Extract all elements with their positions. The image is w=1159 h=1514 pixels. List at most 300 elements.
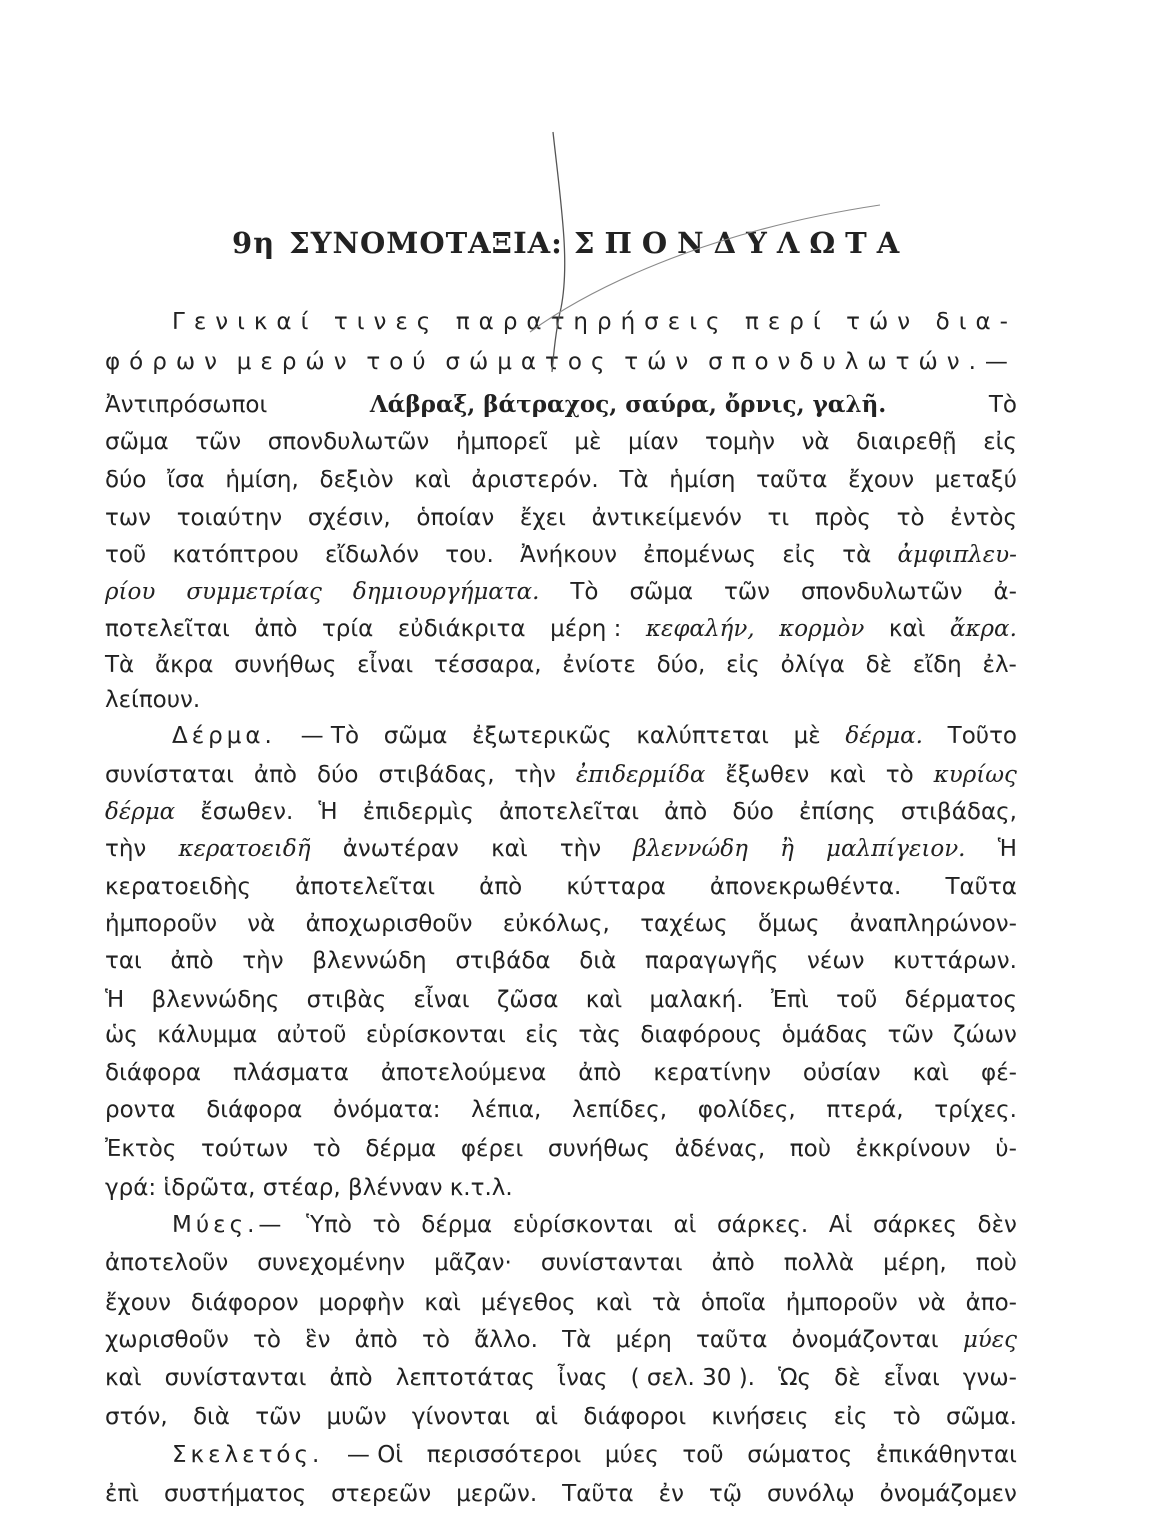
text-run: σάρκες bbox=[873, 1212, 957, 1238]
text-run: ( σελ. 30 ). bbox=[630, 1365, 755, 1391]
text-run: τὴν bbox=[105, 836, 147, 862]
text-run: δέρμα. bbox=[845, 723, 923, 749]
text-run: ἀδένας, bbox=[674, 1136, 766, 1162]
text-run: διάφορα bbox=[105, 1060, 202, 1086]
text-run: ἐπομένως bbox=[643, 542, 757, 568]
text-run: ἀποτελούμενα bbox=[380, 1060, 547, 1086]
text-run: καὶ bbox=[424, 1290, 461, 1316]
text-run: ἔσωθεν. bbox=[200, 799, 294, 825]
text-run: Μύες.— bbox=[172, 1212, 286, 1238]
text-run: ἀπὸ bbox=[354, 1327, 398, 1353]
text-run: ἀποτελεῖται bbox=[499, 799, 639, 825]
text-run: συνήθως bbox=[234, 652, 337, 678]
text-run: ὑ- bbox=[995, 1136, 1017, 1162]
text-run: ἄκρα bbox=[154, 652, 214, 678]
text-run: δὲ bbox=[865, 652, 893, 678]
text-run: ἀπὸ bbox=[664, 799, 708, 825]
text-run: εἰς bbox=[983, 429, 1017, 455]
text-run: σῶμα bbox=[383, 723, 448, 749]
text-run: διαφόρους bbox=[640, 1022, 763, 1048]
text-run: μίαν bbox=[628, 429, 679, 455]
text-run: εὑρίσκονται bbox=[365, 1022, 506, 1048]
text-run: φέρει bbox=[460, 1136, 524, 1162]
text-run: συνίστανται bbox=[540, 1250, 683, 1276]
text-run: δύο bbox=[105, 467, 147, 493]
text-run: ἐπιδερμὶς bbox=[362, 799, 474, 825]
text-run: ροντα bbox=[105, 1097, 176, 1123]
text-run: διὰ bbox=[579, 948, 617, 974]
text-run: δύο bbox=[732, 799, 774, 825]
text-run: τοῦ bbox=[105, 542, 147, 568]
text-run: ἄκρα. bbox=[949, 616, 1017, 642]
text-run: σώματος bbox=[445, 349, 614, 375]
text-run: ὀνόματα: bbox=[332, 1097, 441, 1123]
text-run: ζῶσα bbox=[496, 987, 559, 1013]
text-line bbox=[105, 1090, 1017, 1130]
text-run: ἓν bbox=[305, 1327, 331, 1353]
text-run: ἀπὸ bbox=[578, 1060, 622, 1086]
text-run: μερῶν. bbox=[456, 1481, 538, 1507]
text-run: μᾶζαν· bbox=[434, 1250, 512, 1276]
text-line bbox=[105, 829, 1017, 869]
text-run: ὅμως bbox=[758, 911, 820, 937]
text-run: Ἡ bbox=[997, 836, 1017, 862]
text-run: τοῦ bbox=[836, 987, 878, 1013]
text-line bbox=[105, 572, 1017, 612]
text-run: δέρμα bbox=[365, 1136, 437, 1162]
text-run: καὶ bbox=[912, 1060, 950, 1086]
text-run: αὐτοῦ bbox=[276, 1022, 347, 1048]
text-run: εὑρίσκονται bbox=[512, 1212, 653, 1238]
text-run: στιβάδας, bbox=[900, 799, 1017, 825]
text-run: νέων bbox=[807, 948, 865, 974]
text-run: λεπτοτάτας bbox=[395, 1365, 536, 1391]
text-run: ἀπὸ bbox=[170, 948, 214, 974]
text-run: συστήματος bbox=[164, 1481, 307, 1507]
text-run: τὴν bbox=[514, 762, 556, 788]
text-run: εἰς bbox=[525, 1022, 559, 1048]
text-line bbox=[172, 716, 1017, 756]
text-run: ἐξωτερικῶς bbox=[472, 723, 612, 749]
text-run: Ὑπὸ bbox=[306, 1212, 353, 1238]
text-run: τὸ bbox=[372, 1212, 401, 1238]
text-run: καὶ bbox=[595, 1290, 633, 1316]
text-run: τρία bbox=[321, 616, 374, 642]
text-run: ἔχουν bbox=[848, 467, 915, 493]
text-run: Τὸ bbox=[988, 392, 1017, 418]
text-run: ἐντὸς bbox=[950, 505, 1017, 531]
text-line bbox=[105, 460, 1017, 500]
text-run: τέσσαρα, bbox=[433, 652, 542, 678]
text-run: ἠμποροῦν bbox=[105, 911, 217, 937]
text-run: σπονδυλωτών.— bbox=[708, 349, 1017, 375]
text-run: ἐπικάθηνται bbox=[875, 1442, 1017, 1468]
text-run: μερών bbox=[236, 349, 356, 375]
text-run: ἠμπορεῖ bbox=[455, 429, 548, 455]
text-run: Ὡς bbox=[778, 1365, 812, 1391]
text-run: ἀπὸ bbox=[711, 1250, 755, 1276]
text-run: μεταξύ bbox=[934, 467, 1017, 493]
text-run: Ταῦτα bbox=[562, 1481, 634, 1507]
text-run: τὸ bbox=[421, 1327, 450, 1353]
text-run: εἴδη bbox=[912, 652, 962, 678]
text-run: ὀνομάζονται bbox=[791, 1327, 939, 1353]
text-run: μέρη bbox=[615, 1327, 672, 1353]
text-run: ἀποτελοῦν bbox=[105, 1250, 229, 1276]
text-run: Ἡ bbox=[318, 799, 338, 825]
text-run: αἱ bbox=[673, 1212, 697, 1238]
text-run: περισσότεροι bbox=[426, 1442, 582, 1468]
text-run: τὸ bbox=[885, 762, 914, 788]
text-run: ἀμφιπλευ- bbox=[897, 542, 1017, 568]
text-run: ἀπο- bbox=[965, 1290, 1017, 1316]
text-run: φολίδες, bbox=[697, 1097, 796, 1123]
text-run: μὲ bbox=[793, 723, 821, 749]
text-run: εὐκόλως, bbox=[502, 911, 610, 937]
text-run: ἀποχωρισθοῦν bbox=[305, 911, 473, 937]
text-run: παρατηρήσεις bbox=[455, 309, 729, 335]
text-run: μὲ bbox=[574, 429, 602, 455]
text-line bbox=[105, 1053, 1017, 1093]
text-run: εἶναι bbox=[883, 1365, 940, 1391]
text-run: ὁμάδας bbox=[781, 1022, 869, 1048]
text-run: ἡμίση bbox=[669, 467, 736, 493]
text-run: καλύπτεται bbox=[636, 723, 769, 749]
text-run: Δέρμα. bbox=[172, 723, 276, 749]
text-line bbox=[105, 792, 1017, 832]
text-run: μυῶν bbox=[326, 1404, 387, 1430]
text-run: κερατοειδῆ bbox=[178, 836, 311, 862]
text-run: — Οἱ bbox=[346, 1442, 404, 1468]
text-line bbox=[105, 645, 1017, 685]
text-run: Ἀντιπρόσωποι bbox=[105, 392, 268, 418]
text-run: τι bbox=[767, 505, 790, 531]
text-run: φόρων bbox=[105, 349, 226, 375]
text-run: πρὸς bbox=[814, 505, 871, 531]
text-run: εἶναι bbox=[413, 987, 470, 1013]
text-run: τρίχες. bbox=[934, 1097, 1017, 1123]
text-run: τών bbox=[624, 349, 698, 375]
text-run: διάφορα bbox=[206, 1097, 303, 1123]
text-run: λεπίδες, bbox=[572, 1097, 668, 1123]
text-run: τῶν bbox=[724, 579, 770, 605]
text-run: εἰς bbox=[782, 542, 817, 568]
text-line bbox=[105, 1129, 1017, 1169]
text-run: κύτταρα bbox=[566, 874, 666, 900]
text-run: ὁποῖα bbox=[700, 1290, 766, 1316]
text-line bbox=[105, 867, 1017, 907]
text-run: ποὺ bbox=[975, 1250, 1017, 1276]
text-run: τών bbox=[846, 309, 920, 335]
text-run: καὶ bbox=[888, 616, 926, 642]
text-run: ταῦτα bbox=[756, 467, 828, 493]
chapter-spaced-name: ΣΠΟΝΔΥΛΩΤΑ bbox=[573, 226, 910, 260]
text-run: τὸ bbox=[892, 1404, 921, 1430]
text-run: κινήσεις bbox=[711, 1404, 809, 1430]
text-run: καὶ bbox=[585, 987, 623, 1013]
text-run: ρίου bbox=[105, 579, 156, 605]
text-run: Ἐπὶ bbox=[770, 987, 809, 1013]
text-run: σάρκες. bbox=[717, 1212, 809, 1238]
text-run: ἐκκρίνουν bbox=[855, 1136, 971, 1162]
text-run: Τὰ bbox=[619, 467, 649, 493]
text-line bbox=[105, 609, 1017, 649]
text-run: Σκελετός. bbox=[172, 1442, 324, 1468]
text-run: Τοῦτο bbox=[947, 723, 1017, 749]
text-run: ἀπὸ bbox=[329, 1365, 373, 1391]
text-run: εἰς bbox=[726, 652, 760, 678]
text-run: ἀπονεκρωθέντα. bbox=[709, 874, 902, 900]
text-run: εἶναι bbox=[357, 652, 414, 678]
text-run: τὸ bbox=[896, 505, 925, 531]
text-run: στιβάδα bbox=[455, 948, 551, 974]
text-run: λείπουν. bbox=[105, 687, 201, 713]
text-run: δύο, bbox=[656, 652, 706, 678]
text-run: ἴσα bbox=[167, 467, 205, 493]
text-line bbox=[105, 755, 1017, 795]
text-run: κάλυμμα bbox=[157, 1022, 258, 1048]
text-run: τῷ bbox=[708, 1481, 742, 1507]
text-run: ἐλ- bbox=[982, 652, 1017, 678]
text-run: τοῦ bbox=[682, 1442, 724, 1468]
text-run: αἱ bbox=[535, 1404, 559, 1430]
text-run: ὁποίαν bbox=[416, 505, 495, 531]
text-line bbox=[172, 1435, 1017, 1475]
text-run: Λάβραξ, βάτραχος, σαύρα, ὄρνις, γαλῆ. bbox=[369, 391, 887, 418]
text-run: τινες bbox=[333, 309, 440, 335]
text-line bbox=[105, 385, 1017, 425]
text-run: ποτελεῖται bbox=[105, 616, 230, 642]
text-run: τὰ bbox=[651, 1290, 681, 1316]
text-run: ἀναπληρώνον- bbox=[849, 911, 1017, 937]
text-run: ὀλίγα bbox=[780, 652, 845, 678]
text-run: γνω- bbox=[962, 1365, 1017, 1391]
text-run: συνεχομένην bbox=[257, 1250, 406, 1276]
text-run: Ἀνήκουν bbox=[519, 542, 617, 568]
text-line bbox=[105, 498, 1017, 538]
text-run: εὐδιάκριτα bbox=[397, 616, 526, 642]
text-run: ἢ bbox=[780, 836, 794, 862]
text-run: ἐπίσης bbox=[798, 799, 876, 825]
text-run: ζώων bbox=[953, 1022, 1017, 1048]
text-run: καὶ bbox=[105, 1365, 142, 1391]
text-run: ἀπὸ bbox=[254, 616, 298, 642]
text-run: ἔχουν bbox=[105, 1290, 171, 1316]
text-line bbox=[105, 342, 1017, 382]
text-run: Ἐκτὸς bbox=[105, 1136, 177, 1162]
text-run: μέρη, bbox=[883, 1250, 947, 1276]
text-run: κερατίνην bbox=[653, 1060, 771, 1086]
text-run: διάφορον bbox=[190, 1290, 299, 1316]
text-run: πολλὰ bbox=[783, 1250, 855, 1276]
text-run: μέρη : bbox=[550, 616, 622, 642]
text-line bbox=[105, 1168, 1017, 1208]
text-line bbox=[105, 1283, 1017, 1323]
text-run: μύες bbox=[604, 1442, 659, 1468]
text-run: τὰς bbox=[578, 1022, 621, 1048]
text-run: ἀνωτέραν bbox=[342, 836, 459, 862]
text-run: σπονδυλωτῶν bbox=[267, 429, 430, 455]
text-run: σώματος bbox=[747, 1442, 853, 1468]
text-run: ποὺ bbox=[789, 1136, 832, 1162]
text-run: ἠμποροῦν bbox=[785, 1290, 898, 1316]
text-run: καὶ bbox=[414, 467, 451, 493]
text-run: διαιρεθῇ bbox=[856, 429, 957, 455]
text-run: Τὰ bbox=[105, 652, 135, 678]
text-run: στερεῶν bbox=[331, 1481, 432, 1507]
text-run: ἔχει bbox=[519, 505, 566, 531]
text-run: σπονδυλωτῶν bbox=[800, 579, 963, 605]
text-run: πλάσματα bbox=[232, 1060, 349, 1086]
text-run: ἀπὸ bbox=[253, 762, 297, 788]
text-line bbox=[105, 904, 1017, 944]
text-line bbox=[105, 422, 1017, 462]
text-run: ἶνας bbox=[558, 1365, 608, 1391]
text-run: ἀντικείμενόν bbox=[591, 505, 742, 531]
text-run: καὶ bbox=[491, 836, 528, 862]
text-run: μέγεθος bbox=[480, 1290, 576, 1316]
chapter-class-name: ΣΥΝΟΜΟΤΑΞΙΑ: bbox=[289, 226, 563, 260]
text-run: ὡς bbox=[105, 1022, 138, 1048]
text-run: βλεννώδη bbox=[633, 836, 748, 862]
text-run: τὴν bbox=[559, 836, 602, 862]
text-run: Τὰ bbox=[562, 1327, 592, 1353]
text-run: ταῦτα bbox=[696, 1327, 768, 1353]
chapter-number: 9η bbox=[232, 226, 276, 260]
text-run: κορμὸν bbox=[779, 616, 865, 642]
text-run: νὰ bbox=[247, 911, 276, 937]
text-run: βλεννώδης bbox=[151, 987, 280, 1013]
text-line bbox=[105, 1015, 1017, 1055]
text-run: τῶν bbox=[195, 429, 242, 455]
text-run: κερατοειδὴς bbox=[105, 874, 252, 900]
text-run: καὶ bbox=[829, 762, 866, 788]
text-line bbox=[105, 1474, 1017, 1514]
text-run: μύες bbox=[962, 1327, 1017, 1353]
text-run: γρά: ἱδρῶτα, στέαρ, βλένναν κ.τ.λ. bbox=[105, 1175, 513, 1201]
text-run: εἴδωλόν bbox=[324, 542, 420, 568]
text-line bbox=[105, 1358, 1017, 1398]
text-run: δύο bbox=[317, 762, 359, 788]
text-line bbox=[105, 680, 1017, 720]
text-run: μορφὴν bbox=[318, 1290, 405, 1316]
text-run: ἄλλο. bbox=[474, 1327, 538, 1353]
text-run: δεξιὸν bbox=[319, 467, 394, 493]
text-run: κυττάρων. bbox=[893, 948, 1017, 974]
text-run: τοιαύτην bbox=[176, 505, 283, 531]
text-run: ἐπιδερμίδα bbox=[575, 762, 706, 788]
text-run: στιβάδας, bbox=[378, 762, 495, 788]
text-run: εἰς bbox=[833, 1404, 868, 1430]
text-run: στιβὰς bbox=[306, 987, 387, 1013]
text-line bbox=[172, 1205, 1017, 1245]
text-run: συνήθως bbox=[547, 1136, 651, 1162]
text-run: νὰ bbox=[801, 429, 830, 455]
text-run: τὰ bbox=[842, 542, 872, 568]
text-run: ταχέως bbox=[640, 911, 728, 937]
text-run: νὰ bbox=[917, 1290, 946, 1316]
text-run: σῶμα. bbox=[946, 1404, 1017, 1430]
text-run: ἀριστερόν. bbox=[471, 467, 599, 493]
text-run: σῶμα bbox=[105, 429, 169, 455]
text-run: συμμετρίας bbox=[186, 579, 322, 605]
text-run: δια- bbox=[935, 309, 1017, 335]
text-run: δὲ bbox=[834, 1365, 861, 1391]
text-run: παραγωγῆς bbox=[645, 948, 779, 974]
text-run: Γενικαί bbox=[172, 309, 318, 335]
text-run: κεφαλήν, bbox=[645, 616, 755, 642]
text-run: μαλακή. bbox=[649, 987, 744, 1013]
text-run: δέρμα bbox=[105, 799, 176, 825]
text-run: Αἱ bbox=[828, 1212, 853, 1238]
text-run: διὰ bbox=[192, 1404, 230, 1430]
text-run: οὐσίαν bbox=[802, 1060, 881, 1086]
text-run: ἐνίοτε bbox=[562, 652, 636, 678]
text-run: τὴν bbox=[242, 948, 284, 974]
text-run: τὸ bbox=[312, 1136, 341, 1162]
text-line bbox=[105, 941, 1017, 981]
text-run: σῶμα bbox=[629, 579, 694, 605]
text-run: κατόπτρου bbox=[172, 542, 299, 568]
text-run: βλεννώδη bbox=[312, 948, 427, 974]
text-run: τού bbox=[366, 349, 435, 375]
text-run: Ἡ bbox=[105, 987, 125, 1013]
text-run: τῶν bbox=[255, 1404, 302, 1430]
chapter-title bbox=[232, 226, 909, 260]
text-run: του. bbox=[445, 542, 494, 568]
text-run: μαλπίγειον. bbox=[826, 836, 966, 862]
text-run: συνίσταται bbox=[105, 762, 234, 788]
text-run: τῶν bbox=[887, 1022, 934, 1048]
text-run: τὸ bbox=[253, 1327, 281, 1353]
text-run: Ταῦτα bbox=[945, 874, 1017, 900]
text-run: χωρισθοῦν bbox=[105, 1327, 229, 1353]
text-run: ἀπὸ bbox=[479, 874, 523, 900]
text-run: — Τὸ bbox=[300, 723, 360, 749]
text-run: διάφοροι bbox=[583, 1404, 687, 1430]
text-run: ἔξωθεν bbox=[725, 762, 810, 788]
text-run: συνίστανται bbox=[164, 1365, 307, 1391]
text-run: λέπια, bbox=[471, 1097, 542, 1123]
text-run: πτερά, bbox=[826, 1097, 904, 1123]
text-line bbox=[105, 1320, 1017, 1360]
text-line bbox=[105, 1243, 1017, 1283]
text-run: συνόλῳ bbox=[766, 1481, 855, 1507]
text-run: σχέσιν, bbox=[307, 505, 391, 531]
text-run: γίνονται bbox=[411, 1404, 510, 1430]
text-run: ἐν bbox=[658, 1481, 684, 1507]
text-line bbox=[105, 1397, 1017, 1437]
text-run: ὀνομάζομεν bbox=[879, 1481, 1017, 1507]
text-run: κυρίως bbox=[933, 762, 1017, 788]
text-line bbox=[105, 535, 1017, 575]
text-run: τούτων bbox=[200, 1136, 289, 1162]
text-run: ται bbox=[105, 948, 142, 974]
text-run: ἡμίση, bbox=[225, 467, 299, 493]
text-run: Τὸ bbox=[570, 579, 599, 605]
text-run: των bbox=[105, 505, 151, 531]
text-run: τομὴν bbox=[705, 429, 775, 455]
text-line bbox=[105, 980, 1017, 1020]
text-run: δημιουργήματα. bbox=[352, 579, 540, 605]
text-run: δέρμα bbox=[421, 1212, 493, 1238]
text-run: ἀ- bbox=[993, 579, 1017, 605]
text-run: δέρματος bbox=[904, 987, 1017, 1013]
text-run: περί bbox=[744, 309, 830, 335]
text-run: ἐπὶ bbox=[105, 1481, 140, 1507]
text-line bbox=[172, 302, 1017, 342]
text-run: φέ- bbox=[981, 1060, 1017, 1086]
